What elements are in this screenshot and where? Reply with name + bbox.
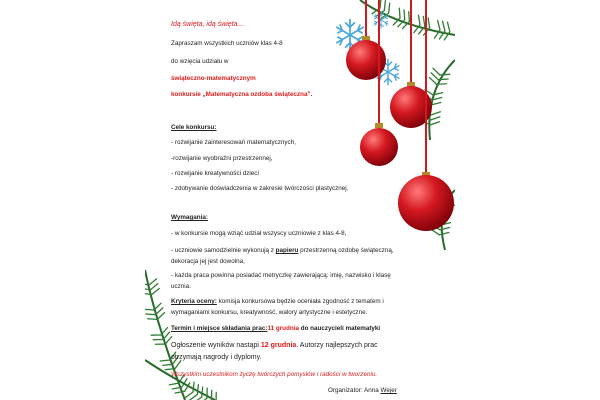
requirement-item: - każda praca powinna posiadać metryczkę zawierającą: imię, nazwisko i klasę [171,272,391,279]
contest-title: konkursie „Matematyczna ozdoba świąteczna”. [171,91,313,98]
intro-line-1: Zapraszam wszystkich uczniów klas 4-8 [171,40,283,47]
results-line-1: Ogłoszenie wyników nastąpi 12 grudnia. Autorzy najlepszych prac [171,342,378,349]
deadline-label: Termin i miejsce składania prac: [171,325,268,332]
deadline-line: Termin i miejsce składania prac:11 grudnia do nauczycieli matematyki [171,325,381,332]
intro-line-2: do wzięcia udziału w [171,58,229,65]
requirements-title: Wymagania: [171,214,208,221]
results-line-2: otrzymają nagrody i dyplomy. [171,354,262,361]
wishes: Wszystkim uczestnikom życzę twórczych pomysłów i radości w tworzeniu. [171,371,378,378]
goals-title: Cele konkursu: [171,124,217,131]
criteria-line-1: Kryteria oceny: komisja konkursowa będzie oceniała zgodność z tematem i [171,298,384,305]
goal-item: - rozwijanie kreatywności dzieci [171,170,259,177]
results-date: 12 grudnia [260,342,297,349]
heading: Idą święta, idą święta… [171,21,245,28]
organizer-name: Wejer [380,387,397,394]
goal-item: - zdobywanie doświadczenia w zakresie twórczości plastycznej. [171,185,349,192]
organizer: Organizator: Anna Wejer [328,387,397,394]
goal-item: -rozwijanie wyobraźni przestrzennej, [171,155,273,162]
document-page [145,0,455,400]
requirement-item-cont: dekoracja jej jest dowolna, [171,258,245,265]
contest-line-1: świąteczno-matematycznym [171,75,256,82]
criteria-line-2: wymaganiami konkursu, kreatywność, walory artystyczne i estetyczne. [171,309,368,316]
deadline-date: 11 grudnia [267,325,299,332]
criteria-label: Kryteria oceny: [171,298,217,305]
goal-item: - rozwijanie zainteresowań matematycznych, [171,139,296,146]
requirement-item-cont: ucznia. [171,283,191,290]
paper-keyword: papieru [275,247,299,254]
requirement-item: - w konkursie mogą wziąć udział wszyscy uczniowie z klas 4-8, [171,230,347,237]
requirement-item: - uczniowie samodzielnie wykonują z papieru przestrzenną ozdobę świąteczną, [171,247,394,254]
